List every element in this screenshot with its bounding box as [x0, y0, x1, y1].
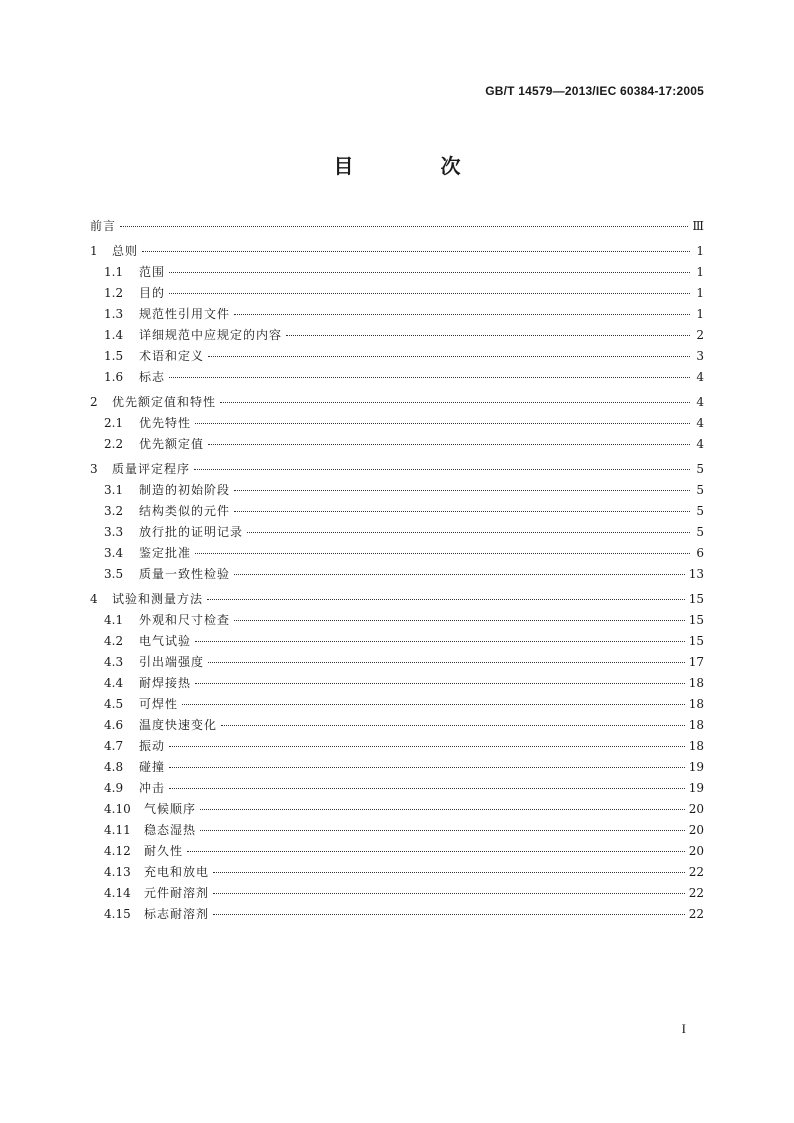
toc-dot-leader [169, 746, 685, 747]
toc-entry-page: 22 [688, 907, 704, 921]
toc-dot-leader [234, 490, 690, 491]
toc-entry-number: 4.11 [104, 823, 131, 837]
toc-entry-page: 22 [688, 886, 704, 900]
toc-subsection-entry[interactable] [90, 695, 704, 716]
toc-entry-label: 冲击 [139, 781, 166, 795]
toc-entry-label: 充电和放电 [144, 865, 210, 879]
toc-subsection-entry[interactable] [90, 544, 704, 565]
toc-entry-label: 制造的初始阶段 [139, 483, 231, 497]
toc-dot-leader [213, 872, 685, 873]
toc-entry-page: 3 [696, 349, 704, 363]
toc-entry-label: 质量一致性检验 [139, 567, 231, 581]
toc-entry-label: 试验和测量方法 [112, 592, 204, 606]
toc-dot-leader [220, 402, 690, 403]
toc-dot-leader [234, 314, 690, 315]
toc-chapter-entry[interactable] [90, 217, 704, 238]
toc-dot-leader [286, 335, 690, 336]
toc-dot-leader [142, 251, 690, 252]
toc-entry-number: 4.3 [104, 655, 124, 669]
toc-entry-label: 振动 [139, 739, 166, 753]
toc-dot-leader [221, 725, 685, 726]
toc-subsection-entry[interactable] [90, 305, 704, 326]
toc-dot-leader [169, 272, 690, 273]
toc-entry-label: 标志 [139, 370, 166, 384]
toc-entry-page: 4 [696, 370, 704, 384]
toc-entry-page: 17 [688, 655, 704, 669]
toc-dot-leader [234, 620, 685, 621]
toc-entry-page: 6 [696, 546, 704, 560]
toc-entry-page: 1 [696, 244, 704, 258]
toc-dot-leader [207, 599, 685, 600]
toc-entry-page: 5 [696, 525, 704, 539]
toc-subsection-entry[interactable] [90, 653, 704, 674]
toc-entry-label: 鉴定批准 [139, 546, 192, 560]
toc-entry-number: 4.15 [104, 907, 131, 921]
toc-entry-label: 元件耐溶剂 [144, 886, 210, 900]
toc-dot-leader [234, 574, 685, 575]
toc-entry-number: 1.4 [104, 328, 124, 342]
toc-dot-leader [247, 532, 690, 533]
toc-entry-page: 1 [696, 265, 704, 279]
toc-entry-label: 耐久性 [144, 844, 184, 858]
toc-entry-number: 1 [90, 244, 98, 258]
toc-entry-page: 22 [688, 865, 704, 879]
toc-subsection-entry[interactable] [90, 905, 704, 926]
toc-subsection-entry[interactable] [90, 368, 704, 389]
toc-entry-page: 2 [696, 328, 704, 342]
toc-subsection-entry[interactable] [90, 842, 704, 863]
toc-dot-leader [169, 788, 685, 789]
toc-subsection-entry[interactable] [90, 481, 704, 502]
toc-dot-leader [169, 377, 690, 378]
toc-entry-number: 4.6 [104, 718, 124, 732]
toc-entry-number: 4.5 [104, 697, 124, 711]
toc-entry-number: 2.1 [104, 416, 124, 430]
toc-entry-page: 13 [688, 567, 704, 581]
page-number: I [681, 1021, 686, 1036]
toc-entry-label: 总则 [112, 244, 139, 258]
toc-chapter-entry[interactable] [90, 242, 704, 263]
page-title: 目 次 [333, 154, 501, 178]
toc-entry-label: 结构类似的元件 [139, 504, 231, 518]
toc-entry-label: 规范性引用文件 [139, 307, 231, 321]
toc-entry-number: 3.3 [104, 525, 124, 539]
toc-chapter-entry[interactable] [90, 393, 704, 414]
toc-subsection-entry[interactable] [90, 565, 704, 586]
toc-entry-page: 19 [688, 760, 704, 774]
toc-subsection-entry[interactable] [90, 347, 704, 368]
toc-entry-number: 2 [90, 395, 98, 409]
toc-entry-number: 1.6 [104, 370, 124, 384]
toc-subsection-entry[interactable] [90, 435, 704, 456]
toc-entry-label: 引出端强度 [139, 655, 205, 669]
toc-entry-number: 4.8 [104, 760, 124, 774]
toc-entry-label: 详细规范中应规定的内容 [139, 328, 283, 342]
toc-entry-number: 3.2 [104, 504, 124, 518]
toc-entry-number: 3.4 [104, 546, 124, 560]
standard-code: GB/T 14579—2013/IEC 60384-17:2005 [485, 84, 704, 98]
toc-dot-leader [195, 683, 685, 684]
toc-entry-label: 气候顺序 [144, 802, 197, 816]
toc-entry-label: 耐焊接热 [139, 676, 192, 690]
toc-entry-page: 20 [688, 844, 704, 858]
toc-entry-label: 优先额定值 [139, 437, 205, 451]
toc-subsection-entry[interactable] [90, 611, 704, 632]
toc-entry-number: 3 [90, 462, 98, 476]
toc-dot-leader [200, 830, 685, 831]
toc-entry-label: 目的 [139, 286, 166, 300]
toc-entry-page: 4 [696, 416, 704, 430]
toc-entry-label: 外观和尺寸检查 [139, 613, 231, 627]
toc-entry-number: 1.3 [104, 307, 124, 321]
toc-subsection-entry[interactable] [90, 632, 704, 653]
toc-dot-leader [213, 914, 685, 915]
toc-subsection-entry[interactable] [90, 523, 704, 544]
toc-entry-label: 标志耐溶剂 [144, 907, 210, 921]
toc-dot-leader [120, 226, 688, 227]
toc-subsection-entry[interactable] [90, 758, 704, 779]
toc-dot-leader [169, 767, 685, 768]
toc-entry-number: 4.9 [104, 781, 124, 795]
toc-entry-number: 3.5 [104, 567, 124, 581]
toc-subsection-entry[interactable] [90, 263, 704, 284]
toc-entry-label: 放行批的证明记录 [139, 525, 244, 539]
toc-entry-page: 1 [696, 286, 704, 300]
toc-subsection-entry[interactable] [90, 716, 704, 737]
toc-entry-label: 范围 [139, 265, 166, 279]
toc-dot-leader [213, 893, 685, 894]
toc-entry-page: Ⅲ [692, 219, 704, 233]
toc-dot-leader [182, 704, 685, 705]
toc-entry-number: 4.13 [104, 865, 131, 879]
toc-entry-label: 优先额定值和特性 [112, 395, 217, 409]
toc-dot-leader [208, 444, 690, 445]
toc-entry-number: 2.2 [104, 437, 124, 451]
toc-entry-label: 稳态湿热 [144, 823, 197, 837]
toc-dot-leader [195, 641, 685, 642]
toc-entry-label: 优先特性 [139, 416, 192, 430]
toc-entry-label: 术语和定义 [139, 349, 205, 363]
toc-entry-number: 4.4 [104, 676, 124, 690]
toc-entry-number: 4.10 [104, 802, 131, 816]
toc-entry-page: 18 [688, 697, 704, 711]
toc-dot-leader [208, 662, 685, 663]
toc-entry-label: 前言 [90, 219, 117, 233]
toc-entry-page: 19 [688, 781, 704, 795]
toc-entry-page: 15 [688, 592, 704, 606]
toc-entry-number: 1.2 [104, 286, 124, 300]
toc-subsection-entry[interactable] [90, 800, 704, 821]
toc-entry-number: 4.12 [104, 844, 131, 858]
table-of-contents [90, 217, 704, 926]
toc-entry-label: 碰撞 [139, 760, 166, 774]
toc-chapter-entry[interactable] [90, 460, 704, 481]
toc-entry-page: 4 [696, 395, 704, 409]
toc-entry-label: 质量评定程序 [112, 462, 191, 476]
toc-subsection-entry[interactable] [90, 821, 704, 842]
toc-dot-leader [200, 809, 685, 810]
toc-entry-page: 18 [688, 739, 704, 753]
toc-dot-leader [234, 511, 690, 512]
toc-subsection-entry[interactable] [90, 884, 704, 905]
toc-entry-page: 5 [696, 462, 704, 476]
toc-dot-leader [169, 293, 690, 294]
toc-entry-label: 温度快速变化 [139, 718, 218, 732]
toc-subsection-entry[interactable] [90, 863, 704, 884]
toc-entry-number: 1.5 [104, 349, 124, 363]
toc-dot-leader [187, 851, 685, 852]
toc-entry-page: 1 [696, 307, 704, 321]
toc-entry-page: 15 [688, 634, 704, 648]
toc-entry-label: 电气试验 [139, 634, 192, 648]
toc-entry-number: 4.2 [104, 634, 124, 648]
toc-entry-number: 1.1 [104, 265, 124, 279]
toc-entry-page: 5 [696, 483, 704, 497]
toc-dot-leader [195, 553, 690, 554]
toc-subsection-entry[interactable] [90, 414, 704, 435]
toc-subsection-entry[interactable] [90, 674, 704, 695]
toc-entry-number: 3.1 [104, 483, 124, 497]
toc-entry-page: 18 [688, 718, 704, 732]
toc-dot-leader [195, 423, 690, 424]
toc-entry-page: 5 [696, 504, 704, 518]
toc-entry-page: 18 [688, 676, 704, 690]
toc-entry-page: 4 [696, 437, 704, 451]
toc-entry-page: 15 [688, 613, 704, 627]
toc-subsection-entry[interactable] [90, 737, 704, 758]
toc-entry-page: 20 [688, 802, 704, 816]
toc-entry-number: 4 [90, 592, 98, 606]
toc-entry-page: 20 [688, 823, 704, 837]
toc-entry-label: 可焊性 [139, 697, 179, 711]
toc-subsection-entry[interactable] [90, 502, 704, 523]
toc-dot-leader [194, 469, 690, 470]
toc-chapter-entry[interactable] [90, 590, 704, 611]
toc-entry-number: 4.1 [104, 613, 124, 627]
toc-subsection-entry[interactable] [90, 284, 704, 305]
toc-subsection-entry[interactable] [90, 779, 704, 800]
toc-subsection-entry[interactable] [90, 326, 704, 347]
toc-dot-leader [208, 356, 690, 357]
toc-entry-number: 4.7 [104, 739, 124, 753]
toc-entry-number: 4.14 [104, 886, 131, 900]
